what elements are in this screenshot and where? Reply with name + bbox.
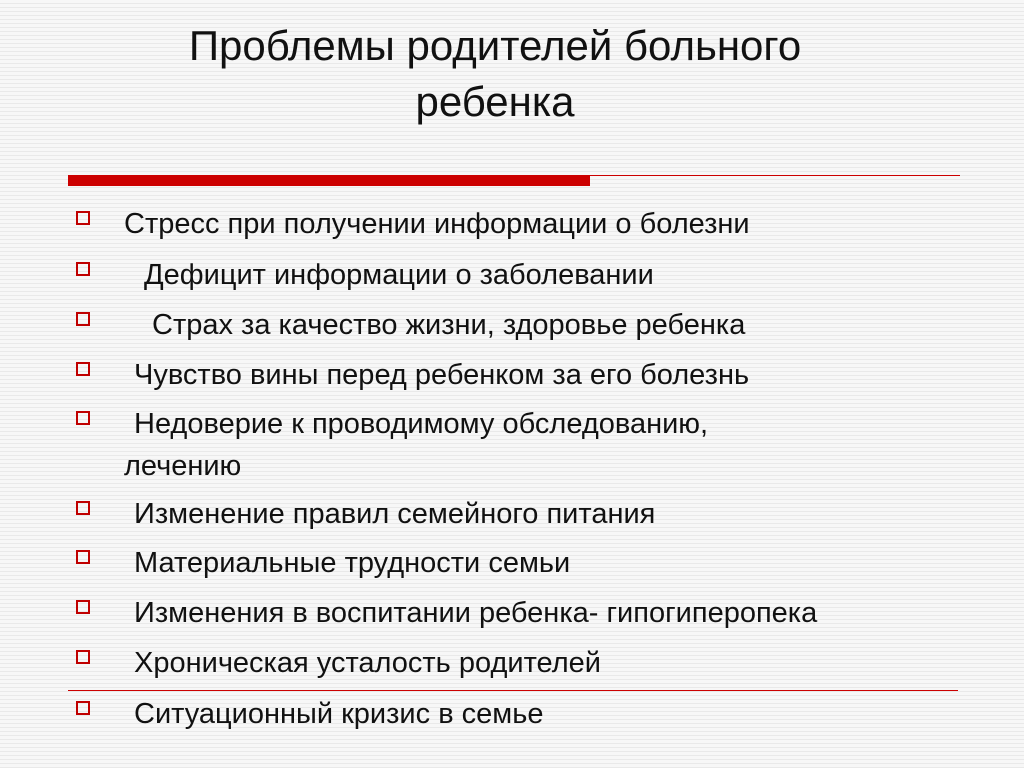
- hollow-square-icon: [76, 501, 90, 515]
- hollow-square-icon: [76, 701, 90, 715]
- hollow-square-icon: [76, 262, 90, 276]
- title-underline-thick: [68, 175, 590, 186]
- list-item-text-line-1: Недоверие к проводимому обследованию,: [134, 408, 709, 440]
- bottom-divider: [68, 690, 958, 691]
- list-item-text: Чувство вины перед ребенком за его болезнь: [134, 359, 750, 391]
- slide-title-line-1: Проблемы родителей больного: [188, 22, 802, 69]
- list-item-text: Страх за качество жизни, здоровье ребенка: [152, 309, 746, 341]
- hollow-square-icon: [76, 362, 90, 376]
- list-item-text: Материальные трудности семьи: [134, 547, 571, 579]
- hollow-square-icon: [76, 312, 90, 326]
- hollow-square-icon: [76, 600, 90, 614]
- list-item-text-line-2: лечению: [124, 450, 242, 482]
- list-item-text: Стресс при получении информации о болезни: [124, 208, 750, 240]
- slide-title-line-2: ребенка: [415, 78, 575, 125]
- list-item-text: Изменение правил семейного питания: [134, 498, 656, 530]
- list-item-text: Ситуационный кризис в семье: [134, 698, 544, 730]
- hollow-square-icon: [76, 650, 90, 664]
- slide-title: [0, 18, 990, 130]
- hollow-square-icon: [76, 411, 90, 425]
- hollow-square-icon: [76, 211, 90, 225]
- list-item-text: Хроническая усталость родителей: [134, 647, 601, 679]
- hollow-square-icon: [76, 550, 90, 564]
- title-underline-thin: [590, 175, 960, 176]
- list-item-text: Дефицит информации о заболевании: [144, 259, 654, 291]
- list-item-text: Изменения в воспитании ребенка- гипогиперопека: [134, 597, 818, 629]
